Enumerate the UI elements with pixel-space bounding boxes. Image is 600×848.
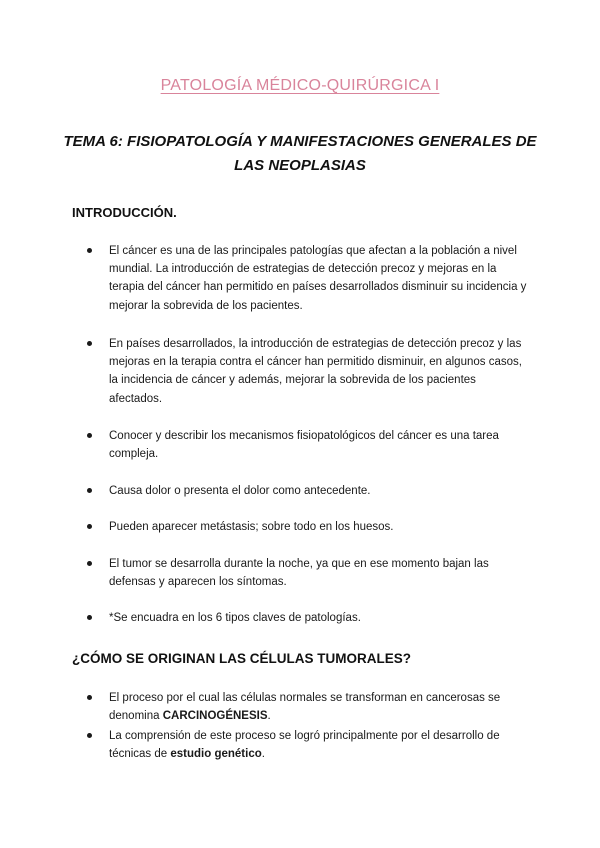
bullet-dot-icon (87, 733, 92, 738)
bullet-item (109, 689, 529, 725)
bullet-dot-icon (87, 524, 92, 529)
bullet-dot-icon (87, 248, 92, 253)
bullet-item (109, 518, 529, 536)
bullet-text: En países desarrollados, la introducción de estrategias de detección precoz y las mejoras en la terapia contra el cáncer han permitido disminuir, en algunos casos, la incidencia de cáncer y además, mejorar la sobrevida de los pacientes afectados. (109, 338, 522, 405)
bullet-dot-icon (87, 488, 92, 493)
bullet-dot-icon (87, 561, 92, 566)
section-heading-introduccion: INTRODUCCIÓN. (72, 205, 177, 220)
bullet-text: *Se encuadra en los 6 tipos claves de patologías. (109, 612, 361, 624)
bullet-bold-term: CARCINOGÉNESIS (162, 710, 268, 723)
bullet-item (109, 727, 529, 763)
bullet-text: Pueden aparecer metástasis; sobre todo en los huesos. (109, 521, 394, 533)
bullet-dot-icon (87, 695, 92, 700)
course-title: PATOLOGÍA MÉDICO-QUIRÚRGICA I (160, 77, 440, 94)
bullet-item (109, 482, 529, 500)
bullet-item (109, 242, 529, 315)
bullet-text: Causa dolor o presenta el dolor como antecedente. (109, 485, 371, 497)
bullet-item (109, 427, 529, 463)
bullet-item (109, 609, 529, 627)
bullet-text: Conocer y describir los mecanismos fisiopatológicos del cáncer es una tarea compleja. (109, 430, 499, 461)
bullet-text: El cáncer es una de las principales patologías que afectan a la población a nivel mundial. La introducción de estrategias de detección precoz y mejoras en la terapia del cáncer han permitido en países desarrollados disminuir su incidencia y mejorar la sobrevida de los pacientes. (109, 245, 527, 312)
bullet-text-end: . (267, 710, 271, 723)
bullet-text: El proceso por el cual las células normales se transforman en cancerosas se denomina (109, 692, 501, 723)
topic-title: TEMA 6: FISIOPATOLOGÍA Y MANIFESTACIONES GENERALES DE LAS NEOPLASIAS (63, 133, 537, 174)
section-heading-origen: ¿CÓMO SE ORIGINAN LAS CÉLULAS TUMORALES? (72, 651, 411, 666)
bullet-text: La comprensión de este proceso se logró principalmente por el desarrollo de técnicas de (109, 730, 500, 761)
bullet-dot-icon (87, 433, 92, 438)
bullet-bold-term: estudio genético (170, 748, 262, 761)
bullet-item (109, 555, 529, 591)
bullet-dot-icon (87, 615, 92, 620)
bullet-text-end: . (261, 748, 265, 761)
bullet-text: El tumor se desarrolla durante la noche, ya que en ese momento bajan las defensas y aparecen los síntomas. (109, 558, 489, 589)
bullet-dot-icon (87, 341, 92, 346)
bullet-item (109, 335, 529, 408)
